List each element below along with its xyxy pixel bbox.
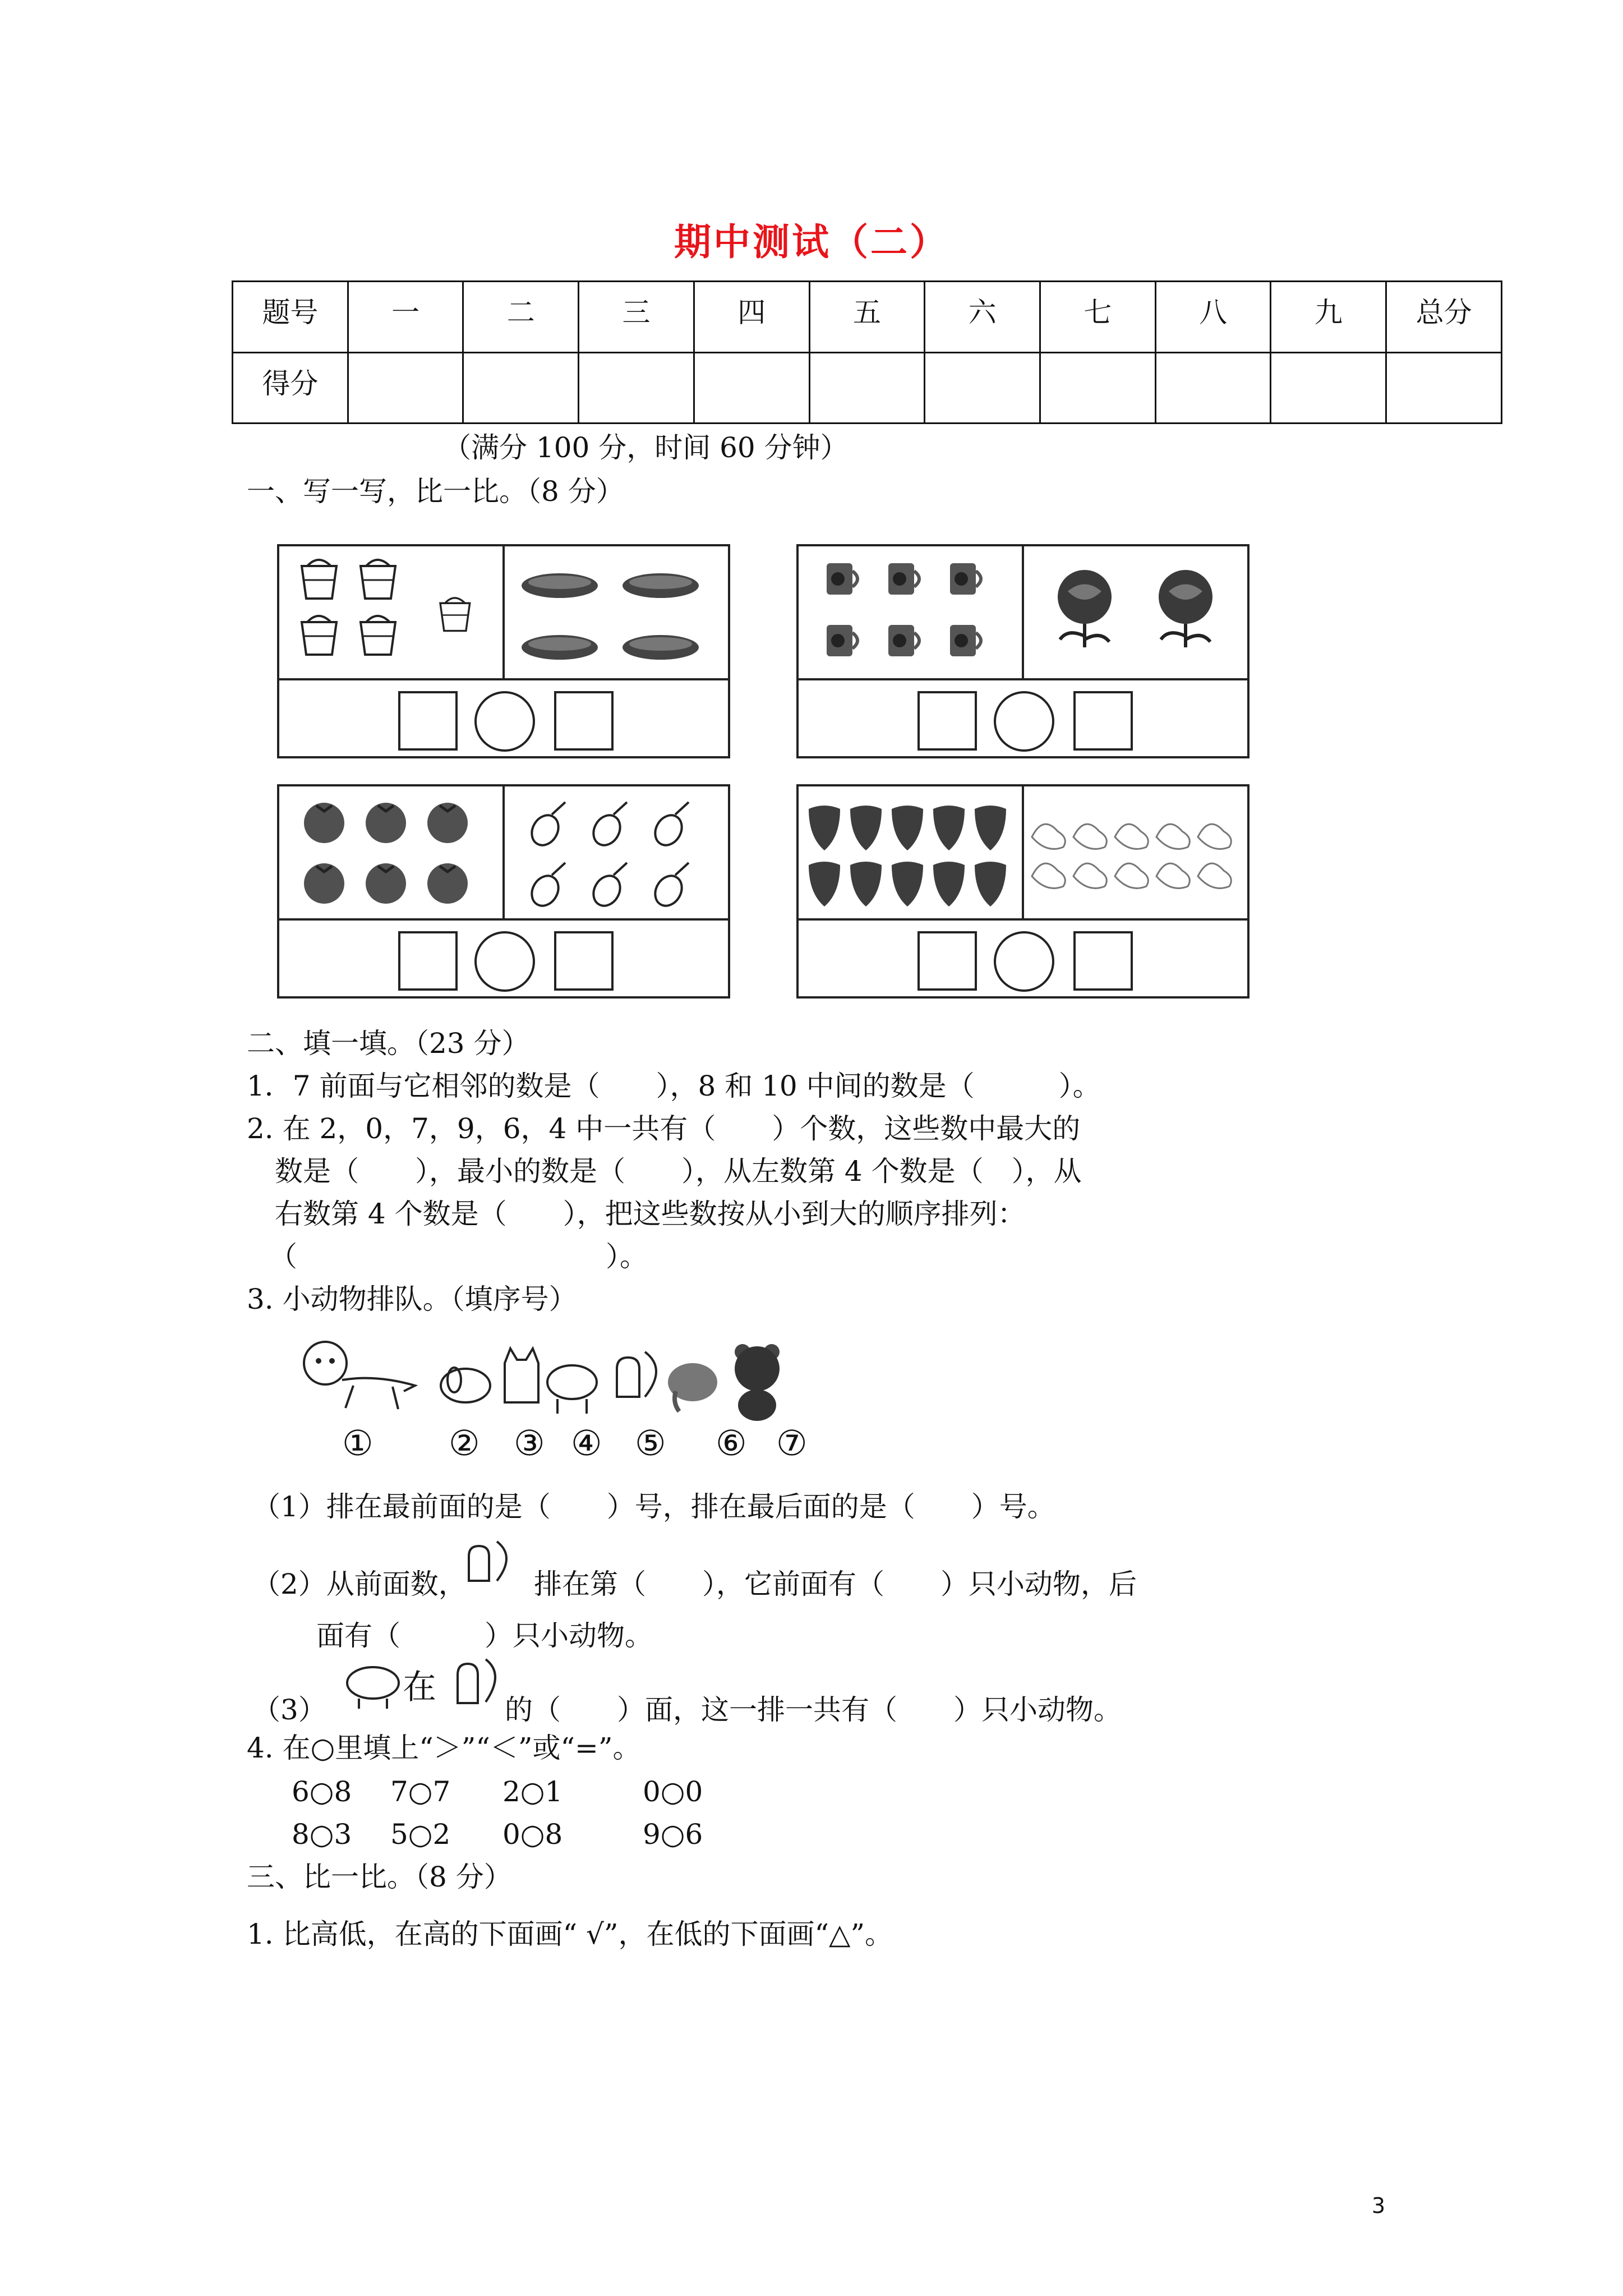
bucket-icon [361, 616, 395, 655]
cup-icon [827, 625, 857, 656]
peach-icon [1115, 863, 1148, 888]
score-input-cell[interactable] [463, 352, 579, 424]
strawberry-icon [933, 806, 965, 850]
compare-item: 6○8 [292, 1775, 352, 1808]
answer-square[interactable] [398, 931, 458, 991]
animal-number: ② [449, 1423, 480, 1464]
rose-icon [1159, 570, 1212, 647]
compare-item: 7○7 [390, 1775, 451, 1808]
answer-square[interactable] [1073, 931, 1133, 991]
compare-panel [796, 544, 1249, 758]
dog-icon [441, 1368, 490, 1402]
section-heading: 二、填一填。（23 分） [247, 1027, 530, 1060]
peach-group [1029, 815, 1242, 904]
question-text: 数是（ ），最小的数是（ ），从左数第 4 个数是（ ），从 [275, 1155, 1082, 1188]
peach-icon [1115, 824, 1148, 849]
bear-icon [735, 1344, 780, 1421]
bucket-group [291, 552, 498, 673]
table-cell: 九 [1271, 282, 1386, 353]
peach-icon [1073, 824, 1106, 849]
score-input-cell[interactable] [1155, 352, 1271, 424]
bucket-icon [440, 598, 470, 631]
question-text: 的（ ）面，这一排一共有（ ）只小动物。 [505, 1694, 1122, 1726]
animal-number: ⑥ [716, 1423, 747, 1464]
animal-number: ① [342, 1423, 374, 1464]
squirrel-icon [617, 1352, 656, 1397]
strawberry-icon [975, 806, 1006, 850]
section-heading: 三、比一比。（8 分） [247, 1861, 512, 1893]
question-text: （ ）。 [269, 1240, 648, 1273]
squirrel-icon [460, 1537, 516, 1593]
answer-square[interactable] [554, 931, 614, 991]
table-cell: 七 [1040, 282, 1156, 353]
answer-square[interactable] [554, 691, 614, 751]
eggplant-icon [650, 863, 689, 910]
answer-square[interactable] [917, 691, 977, 751]
eggplant-icon [527, 802, 565, 850]
animal-number: ⑦ [776, 1423, 808, 1464]
question-text: 右数第 4 个数是（ ），把这些数按从小到大的顺序排列： [275, 1198, 1026, 1230]
question-text: 4. 在○里填上“＞”“＜”或“=”。 [247, 1732, 641, 1764]
tomato-icon [304, 803, 344, 843]
tomato-icon [427, 803, 468, 843]
eggplant-icon [650, 802, 689, 850]
eggplant-icon [588, 802, 627, 850]
table-cell: 四 [694, 282, 809, 353]
cup-icon [827, 563, 857, 595]
plate-icon [522, 635, 598, 660]
answer-circle[interactable] [474, 691, 535, 752]
question-text: （2）从前面数， [252, 1568, 467, 1600]
eggplant-icon [527, 863, 565, 910]
tomato-icon [427, 863, 468, 904]
peach-icon [1198, 824, 1231, 849]
bucket-icon [302, 616, 336, 655]
peach-icon [1032, 824, 1065, 849]
animal-number: ④ [571, 1423, 602, 1464]
question-text: 排在第（ ），它前面有（ ）只小动物，后 [534, 1568, 1137, 1600]
peach-icon [1156, 824, 1189, 849]
peach-icon [1198, 863, 1231, 888]
question-text: （1）排在最前面的是（ ）号，排在最后面的是（ ）号。 [252, 1490, 1055, 1523]
question-text: 1. 比高低，在高的下面画“ √”，在低的下面画“△”。 [247, 1918, 893, 1950]
page-title: 期中测试（二） [674, 220, 949, 264]
plate-icon [522, 573, 598, 598]
score-input-cell[interactable] [1040, 352, 1156, 424]
score-input-cell[interactable] [809, 352, 925, 424]
strawberry-icon [850, 806, 882, 850]
question-text: 1．7 前面与它相邻的数是（ ），8 和 10 中间的数是（ ）。 [247, 1070, 1101, 1102]
score-table-score-row [233, 352, 1502, 424]
animal-number: ⑤ [635, 1423, 666, 1464]
score-input-cell[interactable] [579, 352, 694, 424]
squirrel-icon [449, 1655, 505, 1717]
compare-panel [277, 544, 730, 758]
tomato-icon [304, 863, 344, 904]
plate-icon [623, 573, 699, 598]
compare-item: 2○1 [502, 1775, 563, 1808]
page-number: 3 [1371, 2193, 1385, 2218]
question-text: 在 [403, 1668, 436, 1707]
strawberry-icon [809, 862, 840, 907]
section-heading: 一、写一写，比一比。（8 分） [247, 475, 624, 508]
answer-square[interactable] [917, 931, 977, 991]
answer-circle[interactable] [994, 931, 1054, 992]
sheep-icon [547, 1365, 597, 1414]
strawberry-group [804, 799, 1017, 911]
score-input-cell[interactable] [1271, 352, 1386, 424]
animal-number: ③ [514, 1423, 545, 1464]
score-input-cell[interactable] [1386, 352, 1502, 424]
eggplant-icon [588, 863, 627, 910]
cup-icon [888, 625, 919, 656]
peach-icon [1073, 863, 1106, 888]
table-cell: 六 [925, 282, 1040, 353]
compare-item: 0○0 [643, 1775, 703, 1808]
table-cell: 得分 [233, 352, 348, 424]
tomato-icon [366, 863, 406, 904]
table-cell: 题号 [233, 282, 348, 353]
score-input-cell[interactable] [348, 352, 463, 424]
question-text: 2. 在 2，0，7，9，6，4 中一共有（ ）个数，这些数中最大的 [247, 1112, 1081, 1145]
animal-row [292, 1335, 830, 1425]
rose-group [1045, 569, 1236, 670]
compare-item: 8○3 [292, 1818, 352, 1851]
answer-square[interactable] [1073, 691, 1133, 751]
table-cell: 五 [809, 282, 925, 353]
answer-circle[interactable] [474, 931, 535, 992]
strawberry-icon [892, 862, 923, 907]
monkey-icon [304, 1342, 415, 1409]
question-text: 面有（ ）只小动物。 [316, 1619, 653, 1652]
cat-icon [505, 1349, 538, 1402]
eggplant-group [526, 798, 717, 910]
strawberry-icon [850, 862, 882, 907]
strawberry-icon [975, 862, 1006, 907]
compare-panel [796, 784, 1249, 999]
strawberry-icon [933, 862, 965, 907]
answer-circle[interactable] [994, 691, 1054, 752]
strawberry-icon [892, 806, 923, 850]
elephant-icon [668, 1363, 717, 1411]
table-cell: 二 [463, 282, 579, 353]
compare-item: 5○2 [390, 1818, 451, 1851]
compare-item: 0○8 [502, 1818, 563, 1851]
question-text: （3） [252, 1694, 326, 1726]
peach-icon [1156, 863, 1189, 888]
cup-icon [950, 563, 981, 595]
table-cell: 八 [1155, 282, 1271, 353]
bucket-icon [361, 560, 395, 599]
question-text: 3. 小动物排队。（填序号） [247, 1283, 577, 1315]
table-cell: 总分 [1386, 282, 1502, 353]
score-input-cell[interactable] [925, 352, 1040, 424]
sheep-icon [342, 1660, 404, 1711]
peach-icon [1032, 863, 1065, 888]
compare-panel [277, 784, 730, 999]
cup-icon [888, 563, 919, 595]
rose-icon [1058, 570, 1112, 647]
cup-icon [950, 625, 981, 656]
plate-group [515, 558, 717, 670]
compare-item: 9○6 [643, 1818, 703, 1851]
table-cell: 一 [348, 282, 463, 353]
score-table [232, 280, 1502, 424]
tomato-icon [366, 803, 406, 843]
tomato-group [302, 798, 492, 910]
bucket-icon [302, 560, 336, 599]
cup-group [821, 558, 1012, 670]
score-input-cell[interactable] [694, 352, 809, 424]
table-cell: 三 [579, 282, 694, 353]
answer-square[interactable] [398, 691, 458, 751]
plate-icon [623, 635, 699, 660]
strawberry-icon [809, 806, 840, 850]
score-table-header-row [233, 282, 1502, 353]
exam-meta: （满分 100 分，时间 60 分钟） [443, 431, 849, 464]
